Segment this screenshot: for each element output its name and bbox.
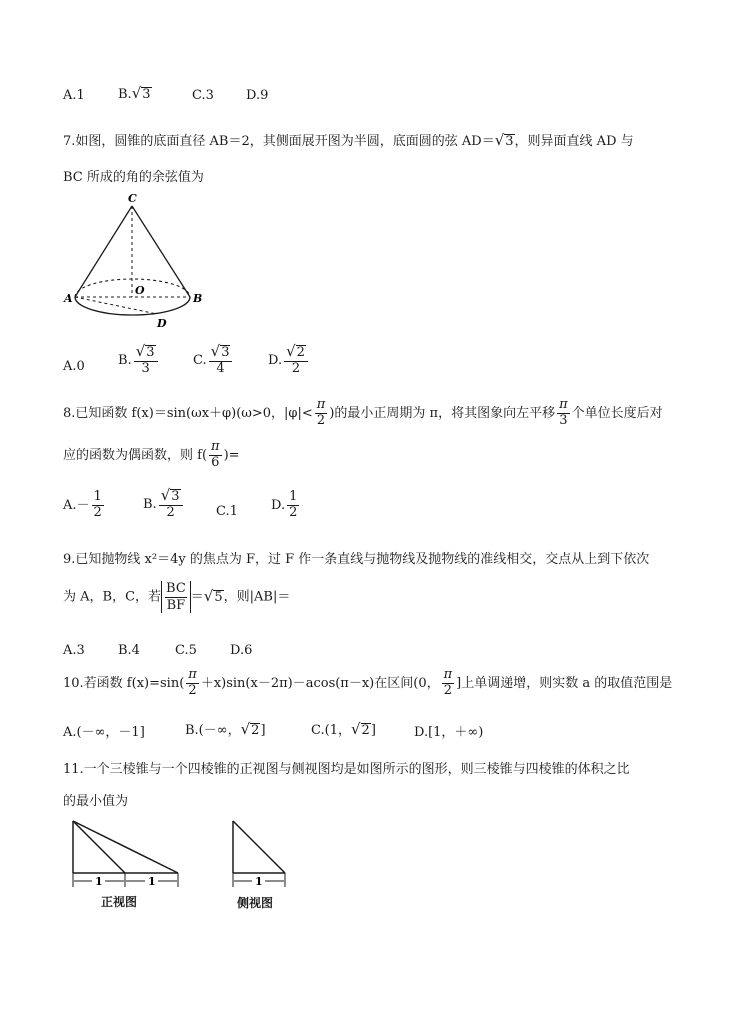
q7-option-c: C. √ 3 4: [193, 344, 234, 377]
base-ellipse-front: [75, 297, 190, 315]
q10-stem-line1: 10.若函数 f(x)=sin( $\frac{\pi}{2}$ ＋x)sin(x－2π)－acos(π－x)在区间(0， $\frac{\pi}{2}$ ]上单调递增，则实数 a 的取值范围是: [63, 667, 673, 698]
base-ellipse-back: [75, 279, 190, 297]
front-hyp-short: [73, 821, 125, 873]
q10-option-c: C.(1， √ 2 ]: [311, 720, 376, 738]
side-hyp: [233, 821, 285, 873]
q11-stem-line1: 11.一个三棱锥与一个四棱锥的正视图与侧视图均是如图所示的图形，则三棱锥与四棱锥的体积之比: [63, 762, 630, 777]
label-c: C: [128, 192, 137, 205]
q8-option-b: B. √ 3 2: [143, 488, 185, 521]
label-a: A: [64, 292, 73, 305]
q8-option-c: C.1: [216, 504, 238, 519]
q8-stem-line2: 应的函数为偶函数，则 f( $\frac{\pi}{6}$ )=: [63, 439, 240, 470]
q9-option-c: C.5: [175, 643, 197, 658]
cone-edge-ca: [75, 206, 132, 297]
side-dim-label: 1: [255, 875, 263, 888]
label-o: O: [135, 284, 145, 297]
q11-stem-line2: 的最小值为: [63, 794, 129, 809]
front-view-caption: 正视图: [101, 895, 138, 909]
q9-option-a: A.3: [63, 643, 85, 658]
front-dim-label-1: 1: [95, 875, 103, 888]
q7-stem-line1: 7.如图，圆锥的底面直径 AB＝2，其侧面展开图为半圆，底面圆的弦 AD＝ √ 3 ，则异面直线 AD 与: [63, 131, 634, 149]
label-d: D: [157, 317, 167, 330]
q8-option-a: A.－ $\frac{1}{2}$: [63, 489, 102, 520]
q11-side-view-figure: [225, 815, 300, 895]
side-view-caption: 侧视图: [237, 896, 274, 910]
q9-stem-line1: 9.已知抛物线 x²＝4y 的焦点为 F，过 F 作一条直线与抛物线及抛物线的准线相交，交点从上到下依次: [63, 552, 650, 567]
q10-option-a: A.(－∞，－1]: [63, 725, 145, 740]
q6-option-c: C.3: [192, 88, 214, 103]
q9-option-d: D.6: [230, 643, 253, 658]
q10-option-b: B.(－∞， √ 2 ]: [185, 720, 266, 738]
front-dim-label-2: 1: [148, 875, 156, 888]
q6-option-d: D.9: [246, 88, 269, 103]
q9-stem-line2: 为 A，B，C，若 $\frac{BC}{BF}$ ＝ √ 5 ，则|AB|＝: [63, 581, 291, 613]
label-b: B: [193, 292, 203, 305]
q7-cone-figure: [62, 190, 212, 335]
q7-stem-line2: BC 所成的角的余弦值为: [63, 170, 204, 185]
q8-stem-line1: 8.已知函数 f(x)＝sin(ωx＋φ)(ω>0，|φ|< $\frac{\pi}{2}$ )的最小正周期为 π，将其图象向左平移 $\frac{\pi}{3}$ 个单位长度后对: [63, 397, 663, 428]
chord-ad: [75, 297, 157, 314]
q10-option-d: D.[1，＋∞): [414, 725, 484, 740]
q6-option-a: A.1: [63, 88, 85, 103]
q6-option-b: B. √ 3: [118, 84, 151, 102]
q7-option-d: D. √ 2 2: [268, 344, 310, 377]
front-hyp-long: [73, 821, 178, 873]
q8-option-d: D. $\frac{1}{2}$: [271, 489, 298, 520]
q7-option-a: A.0: [63, 359, 85, 374]
q9-option-b: B.4: [118, 643, 140, 658]
q7-option-b: B. √ 3 3: [118, 344, 160, 377]
q11-front-view-figure: [65, 815, 190, 895]
